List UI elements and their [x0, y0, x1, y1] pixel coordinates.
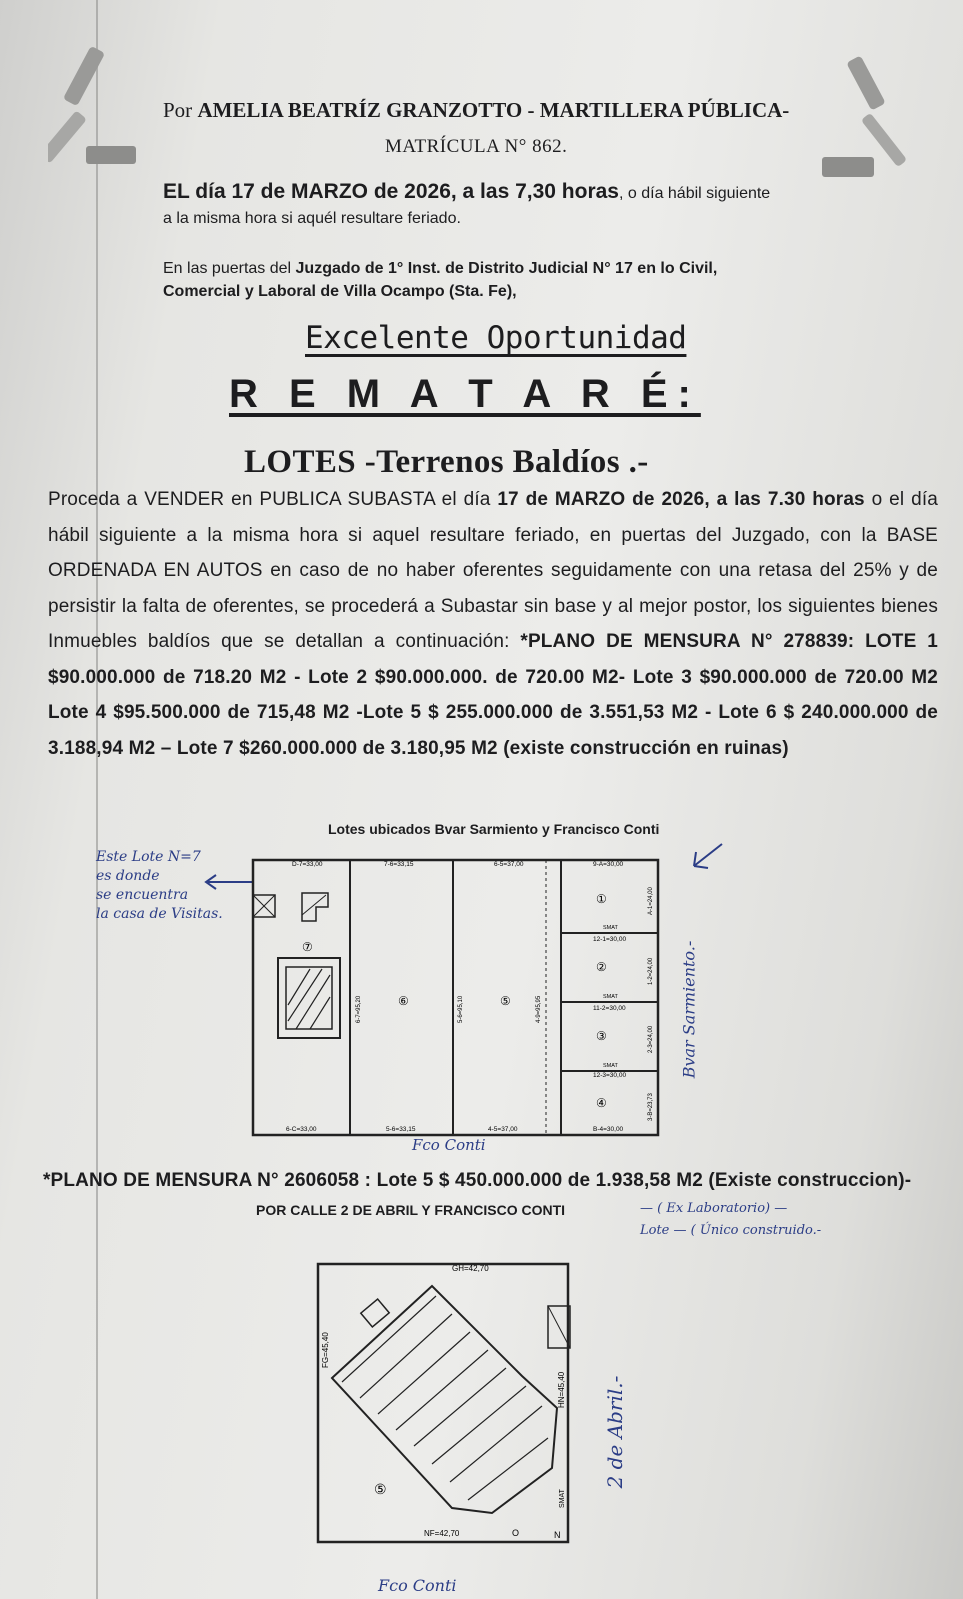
street-fco-conti-2: Fco Conti	[378, 1576, 457, 1595]
plan2-left-label: FG=45,40	[321, 1332, 330, 1368]
venue-line1	[163, 260, 717, 278]
plan1-top-1: D-7=33,00	[292, 861, 323, 868]
venue-court: Juzgado de 1° Inst. de Distrito Judicial N° 17 en lo Civil,	[295, 260, 718, 277]
auctioneer-name: AMELIA BEATRÍZ GRANZOTTO - MARTILLERA PÚBLICA-	[197, 98, 790, 122]
auction-paragraph	[48, 482, 938, 766]
headline: Excelente Oportunidad	[305, 320, 687, 356]
lot-5-number: ⑤	[500, 994, 511, 1008]
plan1-inner-2: 5-6=95,10	[458, 995, 464, 1023]
para-part2: o el día hábil siguiente a la misma hora si aquel resultare feriado, en puertas del Juzgado, con la BASE ORDENADA EN AUTOS en caso de no haber oferentes seguidamente con una retasa del 25% y de persistir la falta de oferentes, se procederá a Subastar sin base y al mejor postor, los siguientes bienes Inmuebles baldíos que se detallan a continuación:	[48, 489, 938, 652]
para-date-bold: 17 de MARZO de 2026	[497, 489, 705, 510]
plan1-rs-3: 2-3=24,00	[648, 1025, 654, 1053]
para-hours: horas	[812, 489, 865, 510]
ex-lab-line2: Único construido.-	[699, 1223, 822, 1238]
lot-2-number: ②	[596, 960, 607, 974]
note-line1: Este Lote N=7	[96, 849, 201, 865]
para-time: , a las 7.30	[704, 489, 806, 510]
street-fco-conti-1: Fco Conti	[412, 1136, 486, 1154]
plan1-inner-3: 4-9=95,95	[536, 995, 542, 1023]
plan1-rs-2: 1-2=24,00	[648, 957, 654, 985]
venue-line2: Comercial y Laboral de Villa Ocampo (Sta. Fe),	[163, 283, 517, 300]
plan2-lot-number: ⑤	[374, 1481, 387, 1497]
survey-plan-278839	[248, 855, 663, 1140]
ex-lab-line1: Ex Laboratorio)	[666, 1201, 771, 1216]
date-line2: a la misma hora si aquél resultare feriado.	[163, 210, 461, 227]
second-plan-heading: *PLANO DE MENSURA N° 2606058 : Lote 5 $ 450.000.000 de 1.938,58 M2 (Existe construccion)-	[43, 1170, 912, 1191]
street-bvar-sarmiento: Bvar Sarmiento.-	[679, 940, 699, 1079]
venue-prefix: En las puertas del	[163, 260, 296, 277]
plan1-top-2: 7-6=33,15	[384, 861, 414, 868]
rematare-title: R E M A T A R É:	[229, 372, 701, 416]
plan2-o-mark: O	[512, 1528, 520, 1538]
para-lots-list: *PLANO DE MENSURA N° 278839: LOTE 1 $90.000.000 de 718.20 M2 - Lote 2 $90.000.000. de 720.00 M2- Lote 3 $90.000.000 de 720.00 M2 Lote 4 $95.500.000 de 715,48 M2 -Lote 5 $ 255.000.000 de 3.551,53 M2 - Lote 6 $ 240.000.000 de 3.188,94 M2 – Lote 7 $260.000.000 de 3.180,95 M2 (existe construcción en ruinas)	[48, 631, 938, 759]
auctioneer-line	[163, 98, 843, 123]
plan1-right-2: 11-2=30,00	[593, 1005, 626, 1012]
plan2-right-label: HN=45,40	[557, 1371, 566, 1408]
plan1-top-3: 6-5=37,00	[494, 861, 524, 868]
lots-location: Lotes ubicados Bvar Sarmiento y Francisco Conti	[328, 821, 660, 837]
plan1-rs-1: A-1=24,00	[648, 887, 654, 915]
plan1-top-4: 9-A=30,00	[593, 861, 624, 868]
plan2-top-label: GH=42,70	[452, 1264, 489, 1273]
survey-plan-2606058	[312, 1258, 574, 1548]
para-part1: Proceda a VENDER en PUBLICA SUBASTA el día	[48, 489, 498, 510]
plan2-n-mark: N	[554, 1530, 561, 1540]
lot-6-number: ⑥	[398, 994, 409, 1008]
plan1-bottom-4: B-4=30,00	[593, 1126, 624, 1133]
gavel-logo-left	[48, 38, 138, 168]
lots-title: LOTES -Terrenos Baldíos .-	[244, 444, 649, 480]
note-line4: la casa de Visitas.	[96, 906, 223, 922]
header-prefix: Por	[163, 98, 198, 122]
plan2-bottom-label: NF=42,70	[424, 1529, 460, 1538]
plan1-bottom-3: 4-5=37,00	[488, 1126, 518, 1133]
plan1-right-3: 12-3=30,00	[593, 1072, 627, 1079]
plan1-bottom-1: 6-C=33,00	[286, 1126, 317, 1133]
lot-1-number: ①	[596, 892, 607, 906]
note-line3: se encuentra	[96, 887, 189, 903]
lot-3-number: ③	[596, 1029, 607, 1043]
auction-date	[163, 180, 863, 204]
lot-7-number: ⑦	[302, 940, 313, 954]
plan1-bottom-2: 5-6=33,15	[386, 1126, 416, 1133]
date-rest: , o día hábil siguiente	[618, 185, 771, 202]
plan1-rs-4: 3-B=23,73	[648, 1093, 654, 1121]
plan1-right-1: 12-1=30,00	[593, 936, 627, 943]
registration-number: MATRÍCULA N° 862.	[385, 136, 568, 157]
plan2-smat: SMAT	[559, 1489, 566, 1508]
plan1-smat-3: SMAT	[603, 1063, 618, 1069]
note-lote: Lote	[640, 1223, 670, 1238]
plan1-smat-2: SMAT	[603, 994, 618, 1000]
note-ex-laboratorio: — ( Ex Laboratorio) — Lote — ( Único construido.-	[640, 1201, 822, 1238]
hand-arrow-icon	[686, 840, 726, 876]
plan1-smat-1: SMAT	[603, 925, 618, 931]
page-fold-line	[96, 0, 98, 1599]
date-bold: EL día 17 de MARZO de 2026, a las 7,30 horas	[163, 180, 619, 203]
second-plan-street: POR CALLE 2 DE ABRIL Y FRANCISCO CONTI	[256, 1202, 566, 1218]
note-line2: es donde	[96, 868, 160, 884]
street-2-de-abril: 2 de Abril.-	[603, 1375, 627, 1489]
lot-4-number: ④	[596, 1096, 607, 1110]
plan1-inner-1: 6-7=95,20	[356, 995, 362, 1023]
